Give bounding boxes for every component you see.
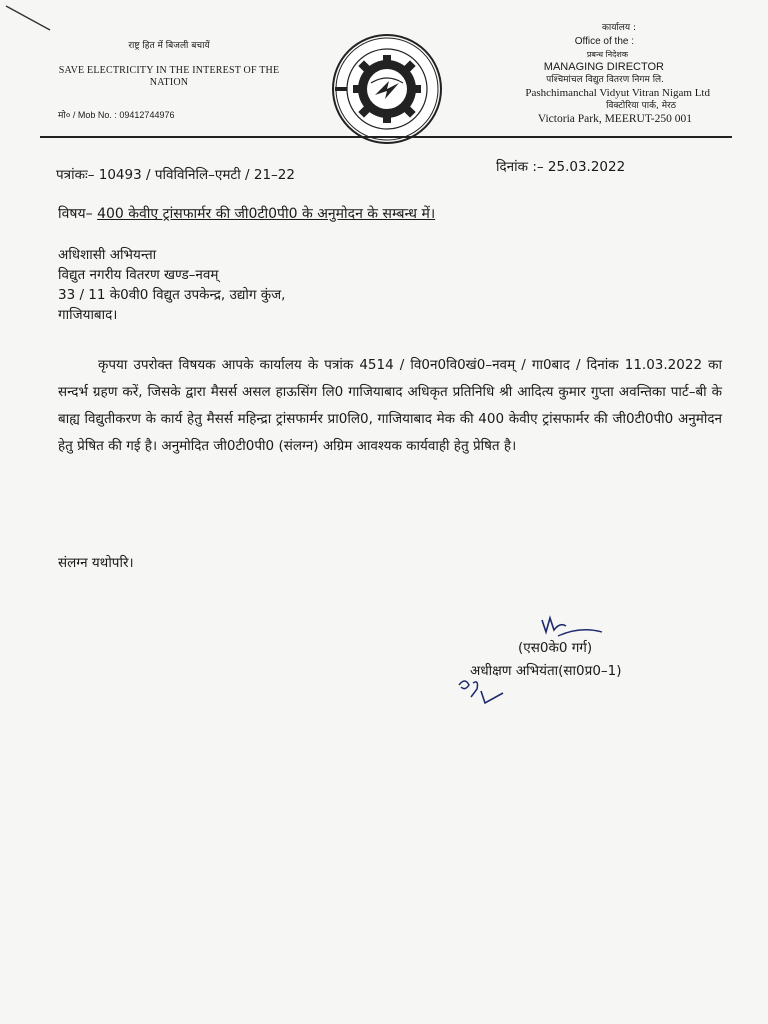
company-hindi: पश्चिमांचल विद्युत वितरण निगम लि. bbox=[546, 75, 664, 85]
recipient-address bbox=[58, 245, 285, 325]
header-divider bbox=[40, 136, 732, 138]
header-left bbox=[54, 38, 284, 89]
address-line: 33 / 11 के0वी0 विद्युत उपकेन्द्र, उद्योग कुंज, bbox=[58, 287, 286, 303]
address-line: अधिशासी अभियन्ता bbox=[58, 247, 157, 263]
company-logo bbox=[331, 33, 443, 145]
company-english: Pashchimanchal Vidyut Vitran Nigam Ltd bbox=[525, 87, 710, 99]
subject-text: 400 केवीए ट्रांसफार्मर की जी0टी0पी0 के अनुमोदन के सम्बन्ध में। bbox=[97, 206, 436, 222]
reference-number: पत्रांकः– 10493 / पविविनिलि–एमटी / 21–22 bbox=[56, 167, 295, 183]
office-hindi: कार्यालय : bbox=[601, 23, 636, 33]
handwritten-initials bbox=[455, 675, 515, 709]
body-text: कृपया उपरोक्त विषयक आपके कार्यालय के पत्रांक 4514 / वि0न0वि0खं0–नवम् / गा0बाद / दिनांक 11.03.2022 का सन्दर्भ ग्रहण करें, जिसके द्वारा मैसर्स असल हाऊसिंग लि0 गाजियाबाद अधिकृत प्रतिनिधि श्री आदित्य कुमार गुप्ता अवन्तिका पार्ट–बी के बाह्य विद्युतीकरण के कार्य हेतु मैसर्स महिन्द्रा ट्रांसफार्मर प्रा0लि0, गाजियाबाद मेक की 400 केवीए ट्रांसफार्मर की जी0टी0पी0 अनुमोदन हेतु प्रेषित की गई है। अनुमोदित जी0टी0पी0 (संलग्न) अग्रिम आवश्यक कार्यवाही हेतु प्रेषित है। bbox=[58, 357, 722, 454]
english-slogan: SAVE ELECTRICITY IN THE INTEREST OF THE NATION bbox=[58, 65, 280, 88]
hindi-slogan: राष्ट्र हित में बिजली बचायें bbox=[128, 41, 210, 51]
letter-date: दिनांक :– 25.03.2022 bbox=[496, 159, 626, 175]
md-english: MANAGING DIRECTOR bbox=[543, 61, 664, 73]
corner-pen-mark bbox=[4, 2, 54, 36]
signatory-name: (एस0के0 गर्ग) bbox=[518, 640, 593, 656]
address-english: Victoria Park, MEERUT-250 001 bbox=[537, 113, 692, 125]
mobile-number: मो० / Mob No. : 09412744976 bbox=[58, 110, 175, 120]
header-right bbox=[470, 22, 720, 126]
subject-line bbox=[58, 204, 435, 223]
office-english: Office of the : bbox=[574, 36, 634, 47]
address-line: विद्युत नगरीय वितरण खण्ड–नवम् bbox=[58, 267, 219, 283]
md-hindi: प्रबन्ध निदेशक bbox=[586, 50, 628, 59]
address-line: गाजियाबाद। bbox=[58, 307, 118, 323]
signatory-designation: अधीक्षण अभियंता(सा0प्र0–1) bbox=[470, 663, 622, 679]
subject-prefix: विषय– bbox=[58, 206, 98, 222]
enclosure-note: संलग्न यथोपरि। bbox=[58, 555, 134, 571]
letter-body bbox=[58, 352, 722, 460]
address-hindi: विक्टोरिया पार्क, मेरठ bbox=[606, 101, 676, 111]
